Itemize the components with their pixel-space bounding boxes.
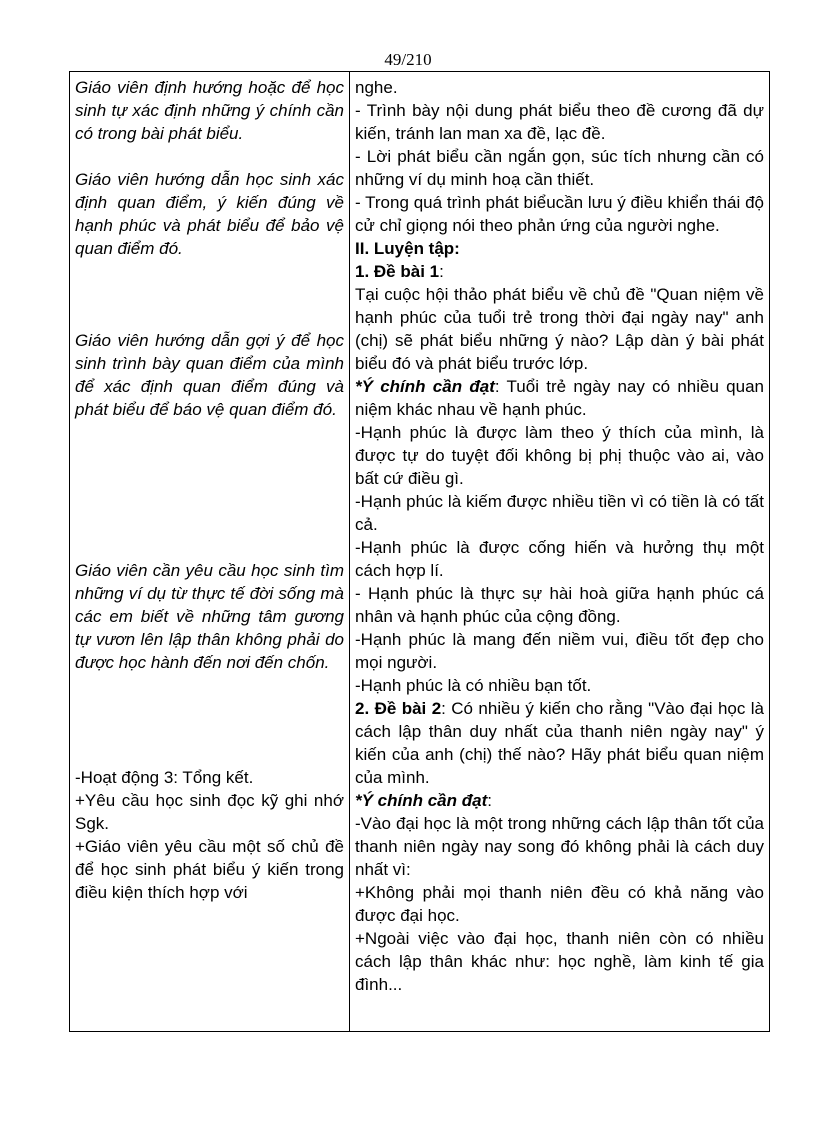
left-block-5: -Hoạt động 3: Tổng kết. [75, 768, 254, 787]
exercise-1-colon: : [439, 262, 444, 281]
exercise-1-prompt: Tại cuộc hội thảo phát biểu về chủ đề "Quan niệm về hạnh phúc của tuổi trẻ trong thời đại ngày nay" anh (chị) sẽ phát biểu những ý nào? Lập dàn ý bài phát biểu đó và phát biểu trước lớp. [355, 285, 764, 373]
right-text-2: - Trình bày nội dung phát biểu theo đề cương đã dự kiến, tránh lan man xa đề, lạc đề. [355, 101, 764, 143]
right-text-11: -Hạnh phúc là được cống hiến và hưởng thụ một cách hợp lí. [355, 538, 764, 580]
exercise-1-heading [355, 260, 764, 283]
right-text-9: -Hạnh phúc là được làm theo ý thích của mình, là được tự do tuyệt đối không bị phị thuộc vào ai, vào bất cứ điều gì. [355, 423, 764, 488]
left-block-7: +Giáo viên yêu cầu một số chủ đề để học sinh phát biểu ý kiến trong điều kiện thích hợp với [75, 837, 344, 902]
right-text-18: +Không phải mọi thanh niên đều có khả năng vào được đại học. [355, 883, 764, 925]
lesson-table [69, 71, 770, 1032]
key-points-1-text: : Tuổi trẻ ngày nay có nhiều quan niệm khác nhau về hạnh phúc. [355, 377, 764, 419]
left-block-2: Giáo viên hướng dẫn học sinh xác định quan điểm, ý kiến đúng về hạnh phúc và phát biểu để bảo vệ quan điểm đó. [75, 170, 344, 258]
right-text-1: nghe. [355, 78, 398, 97]
right-text-10: -Hạnh phúc là kiếm được nhiều tiền vì có tiền là có tất cả. [355, 492, 764, 534]
column-divider [349, 72, 350, 1031]
right-text-12: - Hạnh phúc là thực sự hài hoà giữa hạnh phúc cá nhân và hạnh phúc của cộng đồng. [355, 584, 764, 626]
right-text-14: -Hạnh phúc là có nhiều bạn tốt. [355, 676, 592, 695]
right-text-17: -Vào đại học là một trong những cách lập thân tốt của thanh niên ngày nay song đó không phải là cách duy nhất vì: [355, 814, 764, 879]
key-points-2-label: *Ý chính cần đạt [355, 791, 488, 810]
exercise-2-label: 2. Đề bài 2 [355, 699, 442, 718]
left-block-4: Giáo viên cần yêu cầu học sinh tìm những ví dụ từ thực tế đời sống mà các em biết về những tâm gương tự vươn lên lập thân không phải do được học hành đến nơi đến chốn. [75, 561, 344, 672]
key-points-2-colon: : [487, 791, 492, 810]
key-points-1 [355, 375, 764, 421]
key-points-2 [355, 789, 764, 812]
right-text-3: - Lời phát biểu cần ngắn gọn, súc tích nhưng cần có những ví dụ minh hoạ cần thiết. [355, 147, 764, 189]
key-points-1-label: *Ý chính cần đạt [355, 377, 495, 396]
exercise-1-label: 1. Đề bài 1 [355, 262, 440, 281]
right-text-4: - Trong quá trình phát biểucần lưu ý điều khiển thái độ cử chỉ giọng nói theo phản ứng của người nghe. [355, 193, 764, 235]
right-text-13: -Hạnh phúc là mang đến niềm vui, điều tốt đẹp cho mọi người. [355, 630, 764, 672]
teacher-activity-column [75, 76, 344, 904]
left-block-3: Giáo viên hướng dẫn gợi ý để học sinh trình bày quan điểm của mình để xác định quan điểm đúng và phát biểu để báo vệ quan điểm đó. [75, 331, 344, 419]
left-block-6: +Yêu cầu học sinh đọc kỹ ghi nhớ Sgk. [75, 791, 344, 833]
content-column [355, 76, 764, 996]
exercise-2 [355, 697, 764, 789]
page-number: 49/210 [384, 50, 432, 69]
section-heading-practice: II. Luyện tập: [355, 239, 460, 258]
left-block-1: Giáo viên định hướng hoặc để học sinh tự xác định những ý chính cần có trong bài phát biểu. [75, 78, 344, 143]
right-text-19: +Ngoài việc vào đại học, thanh niên còn có nhiều cách lập thân khác như: học nghề, làm kinh tế gia đình... [355, 929, 764, 994]
exercise-2-prompt: : Có nhiều ý kiến cho rằng "Vào đại học là cách lập thân duy nhất của thanh niên ngày nay" ý kiến của anh (chị) thế nào? Hãy phát biểu quan niệm của mình. [355, 699, 764, 787]
